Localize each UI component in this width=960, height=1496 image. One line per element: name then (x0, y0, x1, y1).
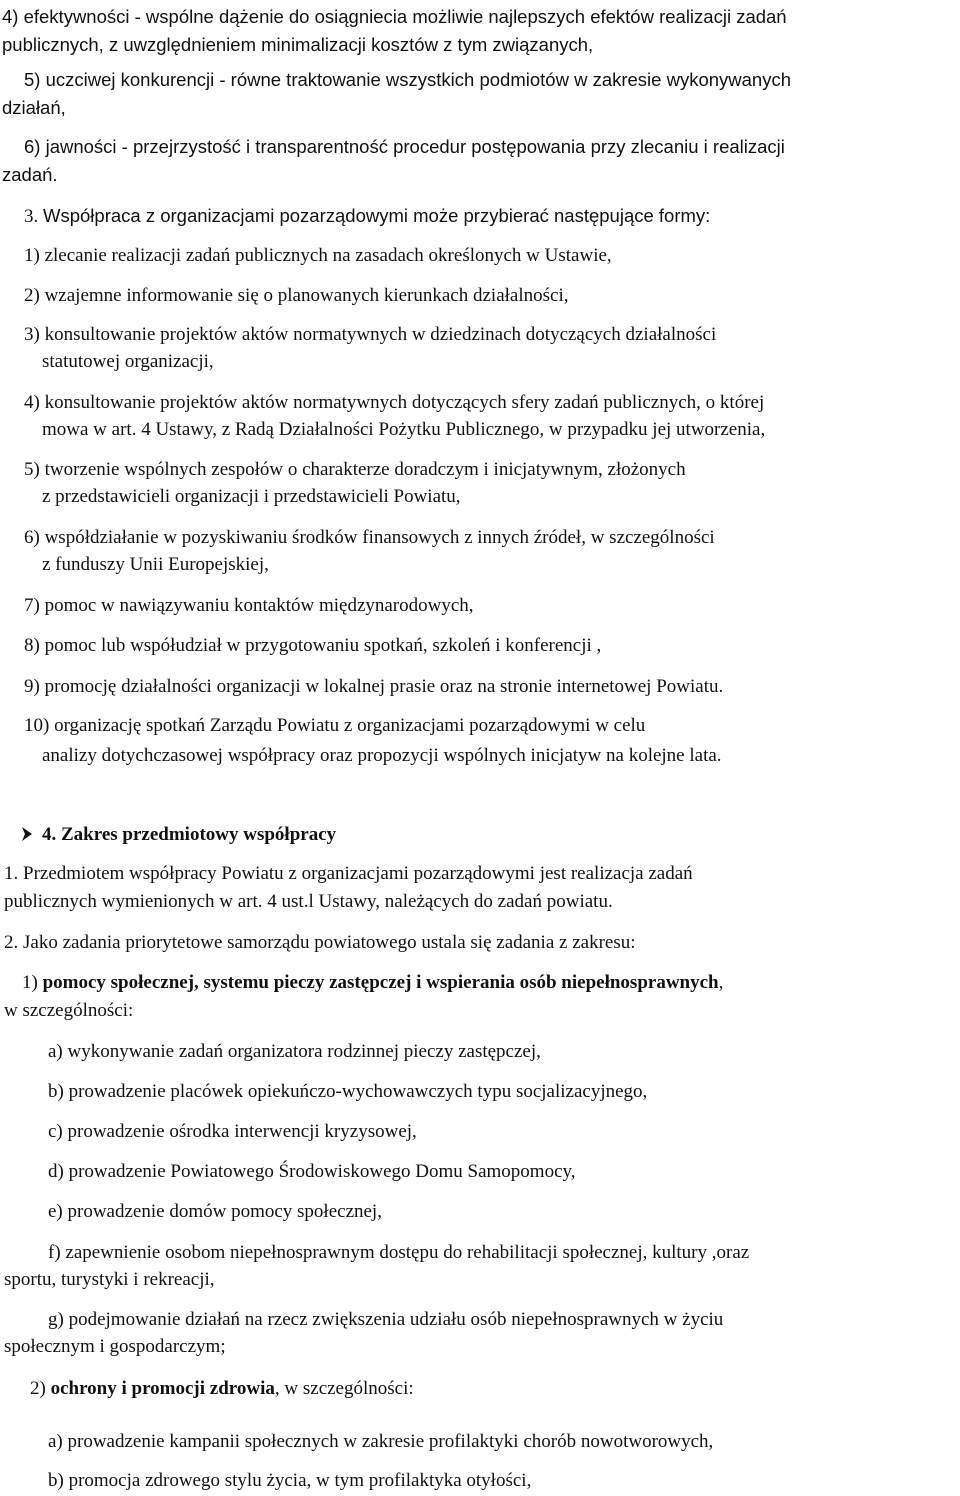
form-item-4-line1: 4) konsultowanie projektów aktów normatywnych dotyczących sfery zadań publicznych, o której (24, 392, 765, 413)
form-item-5-line2: z przedstawicieli organizacji i przedstawicieli Powiatu, (42, 486, 461, 507)
form-item-3-line1: 3) konsultowanie projektów aktów normatywnych w dziedzinach dotyczących działalności (24, 324, 717, 345)
item4-line1: 4) efektywności - wspólne dążenie do osiągniecia możliwie najlepszych efektów realizacji zadań (2, 6, 787, 27)
section4-para1-line2: publicznych wymienionych w art. 4 ust.l Ustawy, należących do zadań powiatu. (4, 891, 613, 912)
area2-line1 (30, 1376, 414, 1402)
area1-item-c: c) prowadzenie ośrodka interwencji kryzysowej, (48, 1121, 417, 1142)
section4-heading-text: 4. Zakres przedmiotowy współpracy (42, 824, 337, 845)
form-item-6-line2: z funduszy Unii Europejskiej, (42, 554, 269, 575)
form-item-9: 9) promocję działalności organizacji w lokalnej prasie oraz na stronie internetowej Powiatu. (24, 676, 724, 697)
item5-line1: 5) uczciwej konkurencji - równe traktowanie wszystkich podmiotów w zakresie wykonywanych (24, 69, 792, 90)
form-item-7: 7) pomoc w nawiązywaniu kontaktów międzynarodowych, (24, 595, 474, 616)
area1-line2: w szczególności: (4, 1000, 134, 1021)
area1-line1 (22, 970, 723, 996)
area1-item-g-line2: społecznym i gospodarczym; (4, 1336, 226, 1357)
item5-line2: działań, (2, 97, 66, 118)
section3-number: 3. (24, 206, 39, 227)
area1-item-d: d) prowadzenie Powiatowego Środowiskowego Domu Samopomocy, (48, 1161, 576, 1182)
form-item-4-line2: mowa w art. 4 Ustawy, z Radą Działalności Pożytku Publicznego, w przypadku jej utworzenia, (42, 419, 766, 440)
form-item-8: 8) pomoc lub współudział w przygotowaniu spotkań, szkoleń i konferencji , (24, 635, 602, 656)
area1-item-a: a) wykonywanie zadań organizatora rodzinnej pieczy zastępczej, (48, 1041, 541, 1062)
area2-tail: , w szczególności: (274, 1378, 414, 1399)
area1-title: pomocy społecznej, systemu pieczy zastępczej i wspierania osób niepełnosprawnych (42, 972, 719, 993)
area1-item-g-line1: g) podejmowanie działań na rzecz zwiększenia udziału osób niepełnosprawnych w życiu (48, 1309, 724, 1330)
item6-line2: zadań. (2, 164, 58, 185)
area1-number: 1) (22, 972, 38, 993)
area2-item-a: a) prowadzenie kampanii społecznych w zakresie profilaktyki chorób nowotworowych, (48, 1431, 714, 1452)
area1-tail: , (718, 972, 724, 993)
form-item-6-line1: 6) współdziałanie w pozyskiwaniu środków finansowych z innych źródeł, w szczególności (24, 527, 715, 548)
item4-line2: publicznych, z uwzględnieniem minimalizacji kosztów z tym związanych, (2, 34, 594, 55)
area1-item-f-line1: f) zapewnienie osobom niepełnosprawnym dostępu do rehabilitacji społecznej, kultury ,oraz (48, 1242, 750, 1263)
form-item-1: 1) zlecanie realizacji zadań publicznych na zasadach określonych w Ustawie, (24, 245, 612, 266)
area1-item-e: e) prowadzenie domów pomocy społecznej, (48, 1201, 382, 1222)
form-item-5-line1: 5) tworzenie wspólnych zespołów o charakterze doradczym i inicjatywnym, złożonych (24, 459, 686, 480)
item6-line1: 6) jawności - przejrzystość i transparentność procedur postępowania przy zlecaniu i realizacji (24, 136, 785, 157)
form-item-3-line2: statutowej organizacji, (42, 351, 214, 372)
section4-para1-line1: 1. Przedmiotem współpracy Powiatu z organizacjami pozarządowymi jest realizacja zadań (4, 863, 693, 884)
section3-lead (24, 203, 710, 230)
area1-item-b: b) prowadzenie placówek opiekuńczo-wychowawczych typu socjalizacyjnego, (48, 1081, 648, 1102)
area2-number: 2) (30, 1378, 46, 1399)
form-item-10-line2: analizy dotychczasowej współpracy oraz propozycji wspólnych inicjatyw na kolejne lata. (42, 745, 722, 766)
arrow-bullet-icon (22, 827, 32, 841)
form-item-10-line1: 10) organizację spotkań Zarządu Powiatu z organizacjami pozarządowymi w celu (24, 715, 646, 736)
form-item-2: 2) wzajemne informowanie się o planowanych kierunkach działalności, (24, 285, 569, 306)
section4-heading (22, 822, 336, 848)
area2-title: ochrony i promocji zdrowia (50, 1378, 275, 1399)
area2-item-b: b) promocja zdrowego stylu życia, w tym profilaktyka otyłości, (48, 1470, 532, 1491)
section3-lead-text: Współpraca z organizacjami pozarządowymi może przybierać następujące formy: (43, 205, 711, 226)
area1-item-f-line2: sportu, turystyki i rekreacji, (4, 1269, 215, 1290)
section4-para2: 2. Jako zadania priorytetowe samorządu powiatowego ustala się zadania z zakresu: (4, 932, 636, 953)
